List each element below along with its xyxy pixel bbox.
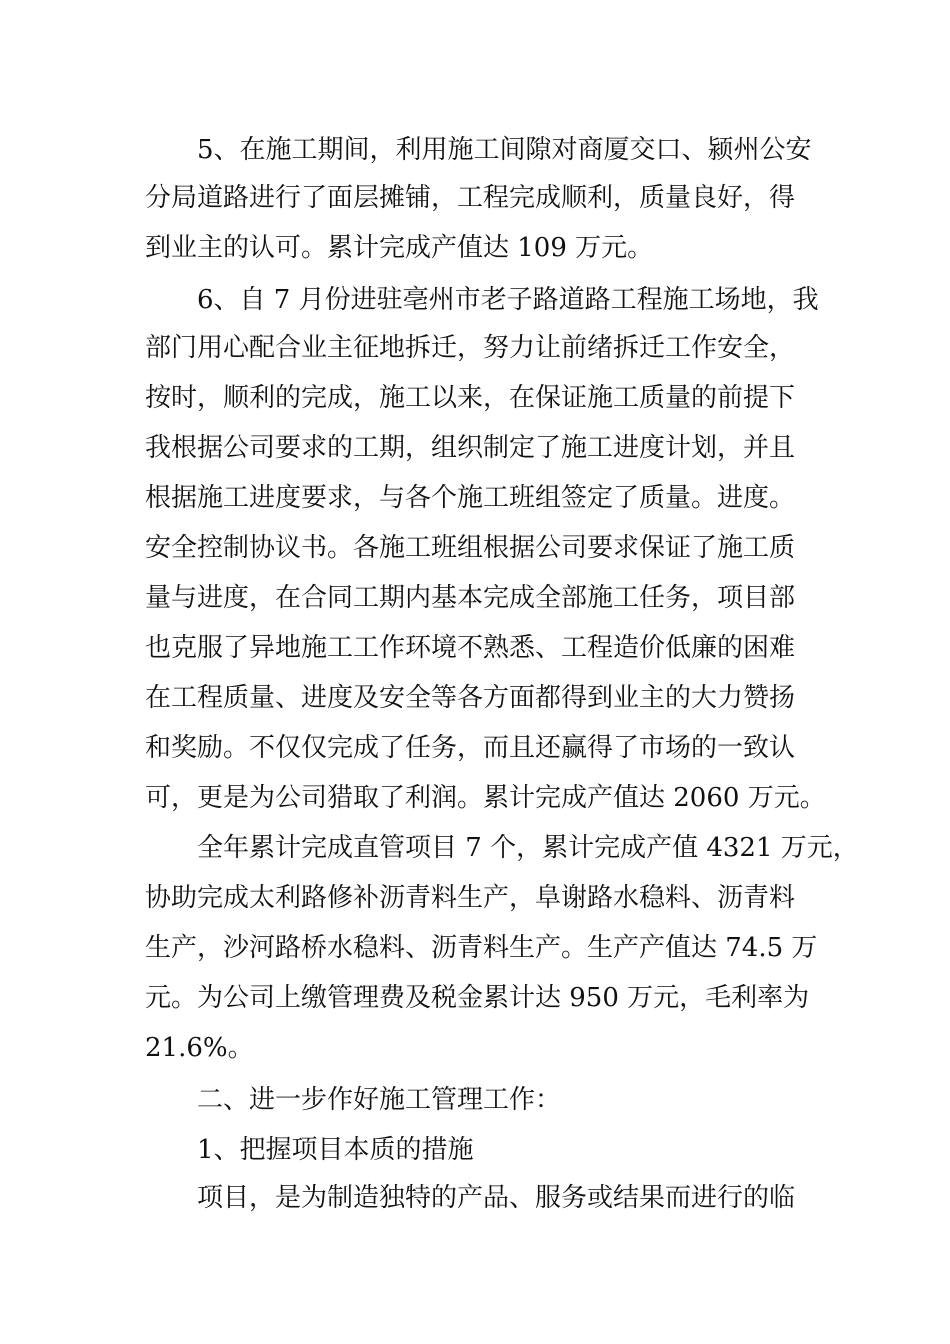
text-line: 按时，顺利的完成，施工以来，在保证施工质量的前提下 [145, 383, 796, 413]
text-line: 我根据公司要求的工期，组织制定了施工进度计划，并且 [145, 433, 796, 463]
text-line: 生产，沙河路桥水稳料、沥青料生产。生产产值达 74.5 万 [145, 933, 818, 963]
text-line: 分局道路进行了面层摊铺，工程完成顺利，质量良好，得 [145, 183, 796, 213]
text-line: 部门用心配合业主征地拆迁，努力让前绪拆迁工作安全， [145, 333, 796, 363]
text-line: 到业主的认可。累计完成产值达 109 万元。 [145, 233, 654, 263]
text-line: 也克服了异地施工工作环境不熟悉、工程造价低廉的困难 [145, 633, 796, 663]
section-heading: 二、进一步作好施工管理工作： [197, 1085, 562, 1115]
text-line: 元。为公司上缴管理费及税金累计达 950 万元，毛利率为 [145, 983, 810, 1013]
text-line: 21.6%。 [145, 1033, 254, 1063]
text-line: 协助完成太利路修补沥青料生产，阜谢路水稳料、沥青料 [145, 883, 796, 913]
text-line: 5、在施工期间，利用施工间隙对商厦交口、颍州公安 [197, 135, 812, 165]
text-line: 6、自 7 月份进驻亳州市老子路道路工程施工场地，我 [197, 285, 819, 315]
text-line: 量与进度，在合同工期内基本完成全部施工任务，项目部 [145, 583, 796, 613]
text-line: 安全控制协议书。各施工班组根据公司要求保证了施工质 [145, 533, 796, 563]
text-line: 项目，是为制造独特的产品、服务或结果而进行的临 [197, 1183, 796, 1213]
text-line: 可，更是为公司猎取了利润。累计完成产值达 2060 万元。 [145, 783, 826, 813]
text-line: 根据施工进度要求，与各个施工班组签定了质量。进度。 [145, 483, 796, 513]
text-line: 全年累计完成直管项目 7 个，累计完成产值 4321 万元， [197, 833, 859, 863]
subsection-heading: 1、把握项目本质的措施 [197, 1135, 474, 1165]
text-line: 和奖励。不仅仅完成了任务，而且还赢得了市场的一致认 [145, 733, 796, 763]
text-line: 在工程质量、进度及安全等各方面都得到业主的大力赞扬 [145, 683, 796, 713]
